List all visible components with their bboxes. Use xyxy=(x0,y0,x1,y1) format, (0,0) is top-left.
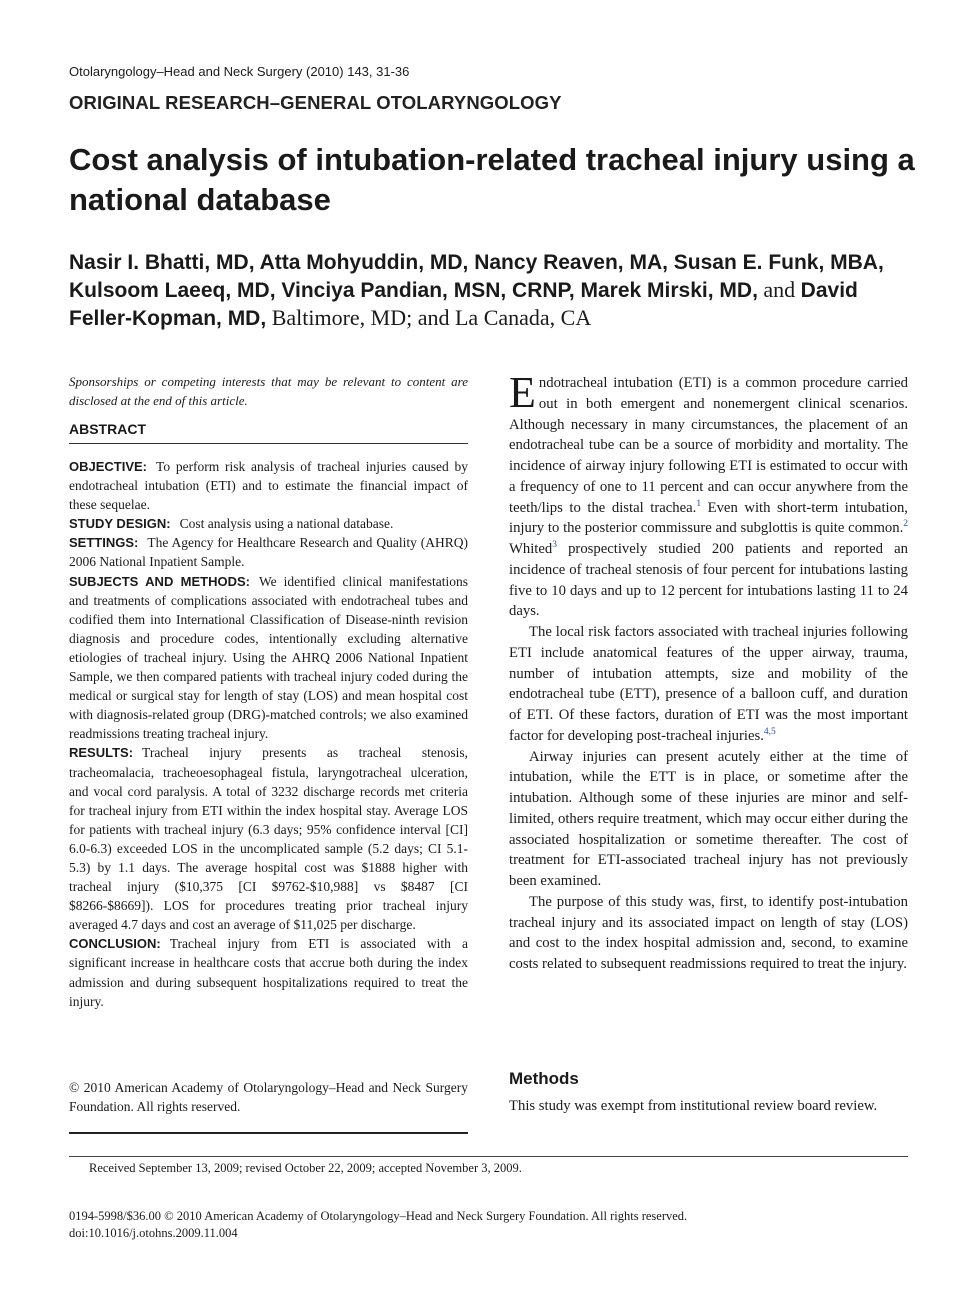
doi: doi:10.1016/j.otohns.2009.11.004 xyxy=(69,1226,238,1240)
paragraph-1 xyxy=(509,368,908,622)
footer-divider xyxy=(69,1156,908,1157)
abstract-subjects-methods xyxy=(69,572,468,744)
paragraph-text: prospectively studied 200 patients and reported an incidence of tracheal stenosis of four percent for intubations lasting five to 10 days and up to 12 percent for intubations lasting 11 to 24 days. xyxy=(509,541,908,620)
author-list xyxy=(69,248,919,332)
abstract-study-design xyxy=(69,514,468,533)
author-conjunction: and xyxy=(757,277,801,302)
paragraph-text: ndotracheal intubation (ETI) is a common procedure carried out in both emergent and nonemergent clinical scenarios. Although necessary in many circumstances, the placement of an endotracheal tube can be a source of morbidity and mortality. The incidence of airway injury following ETI is estimated to occur with a frequency of one to 11 percent and can occur anywhere from the teeth/lips to the distal trachea. xyxy=(509,375,908,516)
paragraph-text: Whited xyxy=(509,541,553,557)
abstract-copyright: © 2010 American Academy of Otolaryngology–Head and Neck Surgery Foundation. All rights reserved. xyxy=(69,1080,468,1115)
article-title: Cost analysis of intubation-related tracheal injury using a national database xyxy=(69,142,915,217)
reference-link-2[interactable]: 2 xyxy=(903,519,908,530)
sponsorship-note: Sponsorships or competing interests that may be relevant to content are disclosed at the end of this article. xyxy=(69,374,468,408)
abstract-section-text: Cost analysis using a national database. xyxy=(179,516,394,532)
paragraph-text: Even with short-term intubation, injury to the posterior commissure and subglottis is quite common. xyxy=(509,499,908,537)
drop-cap: E xyxy=(509,368,536,417)
reference-link-4-5[interactable]: 4,5 xyxy=(763,726,776,737)
paragraph-2 xyxy=(509,622,908,747)
abstract-results xyxy=(69,743,468,934)
paragraph-4: The purpose of this study was, first, to identify post-intubation tracheal injury and its associated impact on length of stay (LOS) and cost to the index hospital admission and, second, to examine costs related to subsequent readmissions required to treat the injury. xyxy=(509,893,908,972)
received-dates: Received September 13, 2009; revised October 22, 2009; accepted November 3, 2009. xyxy=(89,1161,522,1175)
abstract-heading: ABSTRACT xyxy=(69,421,146,437)
abstract-conclusion xyxy=(69,934,468,1010)
author-names-2: David Feller-Kopman, MD, xyxy=(69,279,858,330)
abstract-section-text: To perform risk analysis of tracheal injuries caused by endotracheal intubation (ETI) and to estimate the financial impact of these sequelae. xyxy=(69,459,468,513)
methods-heading: Methods xyxy=(509,1069,579,1088)
abstract-section-label: OBJECTIVE: xyxy=(69,459,148,474)
abstract-section-label: SUBJECTS AND METHODS: xyxy=(69,573,250,589)
methods-text: This study was exempt from institutional review board review. xyxy=(509,1098,878,1114)
reference-link-3[interactable]: 3 xyxy=(552,540,557,550)
abstract-body xyxy=(69,457,468,1011)
abstract-section-label: CONCLUSION: xyxy=(69,936,161,952)
author-location: Baltimore, MD; and La Canada, CA xyxy=(266,305,592,330)
reference-link-1[interactable]: 1 xyxy=(696,498,702,509)
author-names-1: Nasir I. Bhatti, MD, Atta Mohyuddin, MD, Nancy Reaven, MA, Susan E. Funk, MBA, Kulsoom Laeeq, MD, Vinciya Pandian, MSN, CRNP, Marek Mirski, MD, xyxy=(69,251,884,302)
abstract-objective xyxy=(69,457,468,514)
abstract-section-text: Tracheal injury from ETI is associated with a significant increase in healthcare costs that accrue both during the index admission and during subsequent hospitalizations required to treat the injury. xyxy=(69,936,468,1009)
abstract-section-text: We identified clinical manifestations and treatments of complications associated with endotracheal tubes and codified them into International Classification of Disease-ninth revision diagnosis and procedure codes, intentionally excluding alternative etiologies of tracheal injury. Using the AHRQ 2006 National Inpatient Sample, we then compared patients with tracheal injury coded during the medical or surgical stay for length of stay (LOS) and mean hospital cost with diagnosis-related group (DRG)-matched controls; we also examined readmissions treating tracheal injury. xyxy=(69,573,468,742)
paragraph-text: The local risk factors associated with tracheal injuries following ETI include anatomical features of the upper airway, trauma, number of intubation attempts, size and mobility of the endotracheal tube (ETT), presence of a balloon cuff, and duration of ETI. Of these factors, duration of ETI was the most important factor for developing post-tracheal injuries. xyxy=(509,624,908,744)
introduction-text xyxy=(509,368,908,975)
section-heading: ORIGINAL RESEARCH–GENERAL OTOLARYNGOLOGY xyxy=(69,92,562,113)
abstract-section-text: Tracheal injury presents as tracheal stenosis, tracheomalacia, tracheoesophageal fistula, laryngotracheal ulceration, and vocal cord paralysis. A total of 3232 discharge records met criteria for tracheal injury from ETI within the index hospital stay. Average LOS for patients with tracheal injury (6.3 days; 95% confidence interval [CI] 6.0-6.3) exceeded LOS in the uncomplicated sample (5.2 days; CI 5.1-5.3) by 1.1 days. The average hospital cost was $1888 higher with tracheal injury ($10,375 [CI $9762-$10,988] vs $8487 [CI $8266-$8669]). LOS for procedures treating prior tracheal injury averaged 4.7 days and cost an average of $11,025 per discharge. xyxy=(69,745,468,933)
issn-copyright: 0194-5998/$36.00 © 2010 American Academy of Otolaryngology–Head and Neck Surgery Foundation. All rights reserved. xyxy=(69,1209,688,1223)
abstract-section-label: SETTINGS: xyxy=(69,535,139,551)
paragraph-3: Airway injuries can present acutely either at the time of intubation, while the ETT is in place, or sometime after the intubation. Although some of these injuries are minor and self-limited, others require treatment, which may occur either during the associated hospitalization or sometime thereafter. The cost of treatment for ETI-associated tracheal injury has not previously been examined. xyxy=(509,748,908,889)
abstract-section-text: The Agency for Healthcare Research and Quality (AHRQ) 2006 National Inpatient Sample. xyxy=(69,535,468,570)
left-column-divider xyxy=(69,1132,468,1134)
abstract-section-label: RESULTS: xyxy=(69,745,134,761)
abstract-divider xyxy=(69,443,468,444)
abstract-section-label: STUDY DESIGN: xyxy=(69,516,171,532)
abstract-settings xyxy=(69,533,468,571)
journal-citation: Otolaryngology–Head and Neck Surgery (2010) 143, 31-36 xyxy=(69,64,410,79)
